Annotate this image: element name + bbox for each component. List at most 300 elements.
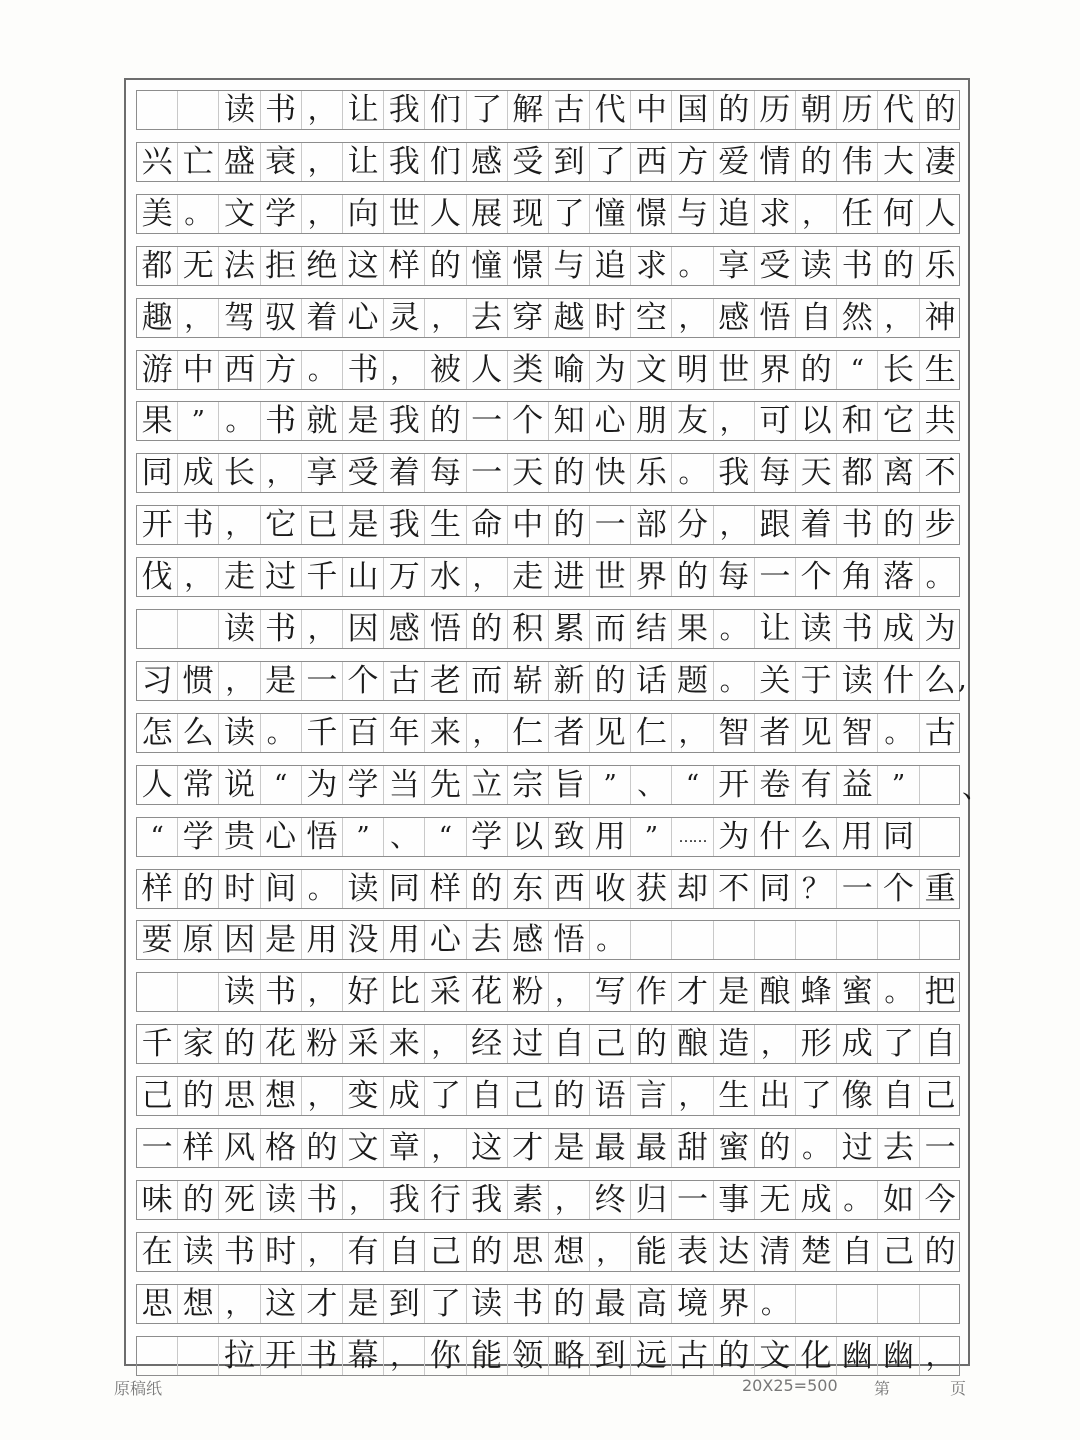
grid-cell: 落 xyxy=(878,558,919,596)
grid-row xyxy=(136,453,960,493)
grid-cell: 了 xyxy=(590,143,631,181)
grid-cell: 是 xyxy=(343,506,384,544)
grid-cell: ， xyxy=(467,558,508,596)
grid-count: 20X25=500 xyxy=(742,1376,838,1395)
grid-cell xyxy=(137,91,178,129)
grid-cell: 什 xyxy=(755,818,796,856)
grid-cell: ， xyxy=(755,1025,796,1063)
grid-cell: 盛 xyxy=(219,143,260,181)
grid-cell: “ xyxy=(672,766,713,804)
grid-cell: 悟 xyxy=(302,818,343,856)
grid-cell: 灵 xyxy=(384,299,425,337)
grid-cell: 却 xyxy=(672,870,713,908)
grid-cell: 一 xyxy=(302,662,343,700)
grid-cell xyxy=(755,921,796,959)
grid-cell: 进 xyxy=(549,558,590,596)
grid-cell: 自 xyxy=(924,1026,956,1063)
grid-cell: 、 xyxy=(631,766,672,804)
grid-cell: 致 xyxy=(549,818,590,856)
grid-cell: 有 xyxy=(343,1233,384,1271)
grid-cell: 造 xyxy=(714,1025,755,1063)
grid-cell: 达 xyxy=(714,1233,755,1271)
grid-cell: 与 xyxy=(672,195,713,233)
grid-cell: 历 xyxy=(755,91,796,129)
grid-cell: 知 xyxy=(549,402,590,440)
grid-cell: 我 xyxy=(384,1181,425,1219)
grid-cell: 的 xyxy=(425,247,466,285)
grid-cell: 西 xyxy=(219,351,260,389)
grid-cell: ， xyxy=(219,506,260,544)
grid-cell: 书 xyxy=(837,247,878,285)
grid-cell: 学 xyxy=(343,766,384,804)
grid-cell: 读 xyxy=(219,91,260,129)
grid-cell: 变 xyxy=(343,1077,384,1115)
grid-cell: 这 xyxy=(467,1129,508,1167)
grid-cell xyxy=(878,921,919,959)
grid-cell: 一 xyxy=(467,454,508,492)
grid-cell: 间 xyxy=(261,870,302,908)
grid-cell: 让 xyxy=(343,143,384,181)
grid-cell: 为 xyxy=(924,611,956,647)
grid-row xyxy=(136,350,960,390)
grid-cell: 远 xyxy=(631,1337,672,1375)
grid-cell: 的 xyxy=(549,506,590,544)
grid-cell: 幕 xyxy=(343,1337,384,1375)
grid-cell: 格 xyxy=(261,1129,302,1167)
grid-cell: 千 xyxy=(302,558,343,596)
grid-cell: 时 xyxy=(261,1233,302,1271)
grid-cell: 一 xyxy=(467,402,508,440)
grid-cell: 书 xyxy=(261,973,302,1011)
grid-cell: 成 xyxy=(878,610,919,648)
grid-cell: ， xyxy=(925,1338,954,1372)
grid-cell: 让 xyxy=(755,610,796,648)
grid-cell: 是 xyxy=(714,973,755,1011)
grid-cell: 分 xyxy=(672,506,713,544)
grid-cell: 是 xyxy=(549,1129,590,1167)
grid-cell: 读 xyxy=(467,1285,508,1323)
grid-cell xyxy=(920,818,961,856)
grid-cell: 仁 xyxy=(508,714,549,752)
grid-cell: 。 xyxy=(302,870,343,908)
grid-cell: 部 xyxy=(631,506,672,544)
grid-cell: 亡 xyxy=(178,143,219,181)
grid-cell: 方 xyxy=(261,351,302,389)
grid-cell: 伟 xyxy=(837,143,878,181)
grid-cell: “ xyxy=(137,818,178,856)
grid-cell: 现 xyxy=(508,195,549,233)
grid-cell: 已 xyxy=(302,506,343,544)
grid-cell: 书 xyxy=(261,402,302,440)
grid-cell: 开 xyxy=(137,506,178,544)
grid-cell: 来 xyxy=(425,714,466,752)
grid-cell: 读 xyxy=(343,870,384,908)
grid-cell: 文 xyxy=(631,351,672,389)
grid-cell: 的 xyxy=(219,1025,260,1063)
grid-cell: 崭 xyxy=(508,662,549,700)
grid-cell: 过 xyxy=(837,1129,878,1167)
page-prefix: 第 xyxy=(874,1379,891,1398)
grid-cell: 蜜 xyxy=(714,1129,755,1167)
grid-cell: 于 xyxy=(796,662,837,700)
grid-cell: 比 xyxy=(384,973,425,1011)
grid-cell: 历 xyxy=(837,91,878,129)
grid-cell: 而 xyxy=(590,610,631,648)
grid-cell: 己 xyxy=(508,1077,549,1115)
grid-cell: 在 xyxy=(137,1233,178,1271)
grid-cell: ， xyxy=(302,143,343,181)
grid-cell: ， xyxy=(425,1025,466,1063)
grid-cell: 不 xyxy=(924,455,956,492)
grid-cell: 读 xyxy=(837,662,878,700)
grid-cell xyxy=(178,1337,219,1375)
grid-cell: 用 xyxy=(302,921,343,959)
grid-cell: 的 xyxy=(549,1077,590,1115)
grid-cell: 如 xyxy=(878,1181,919,1219)
grid-cell: 么 xyxy=(178,714,219,752)
grid-cell: 自 xyxy=(384,1233,425,1271)
grid-cell: 生 xyxy=(924,351,956,388)
grid-cell: 拒 xyxy=(261,247,302,285)
grid-cell: 关 xyxy=(755,662,796,700)
grid-cell xyxy=(920,921,961,959)
grid-cell: 乐 xyxy=(924,247,956,284)
grid-cell: 驾 xyxy=(219,299,260,337)
grid-cell xyxy=(837,921,878,959)
grid-cell: 就 xyxy=(302,402,343,440)
grid-cell: 中 xyxy=(178,351,219,389)
grid-cell: 人 xyxy=(924,195,956,232)
grid-cell xyxy=(137,973,178,1011)
grid-row xyxy=(136,246,960,286)
grid-cell: 。 xyxy=(796,1129,837,1167)
grid-cell: 们 xyxy=(425,91,466,129)
grid-cell: 西 xyxy=(631,143,672,181)
manuscript-sheet xyxy=(124,78,970,1374)
grid-cell: 着 xyxy=(796,506,837,544)
grid-cell: 。 xyxy=(219,402,260,440)
grid-cell: 立 xyxy=(467,766,508,804)
grid-cell: 仁 xyxy=(631,714,672,752)
grid-cell: 而 xyxy=(467,662,508,700)
grid-row xyxy=(136,1284,960,1324)
grid-cell: 我 xyxy=(384,91,425,129)
grid-row xyxy=(136,1180,960,1220)
grid-cell: 清 xyxy=(755,1233,796,1271)
grid-cell: 旨 xyxy=(549,766,590,804)
grid-cell: 书 xyxy=(302,1337,343,1375)
grid-cell: 能 xyxy=(467,1337,508,1375)
grid-cell: 你 xyxy=(425,1337,466,1375)
grid-cell: 因 xyxy=(219,921,260,959)
grid-cell: 读 xyxy=(178,1233,219,1271)
grid-cell: 东 xyxy=(508,870,549,908)
grid-row xyxy=(136,661,960,701)
grid-cell: 感 xyxy=(508,921,549,959)
grid-cell: ， xyxy=(219,662,260,700)
grid-cell: 出 xyxy=(755,1077,796,1115)
grid-cell: 绝 xyxy=(302,247,343,285)
grid-cell: ， xyxy=(261,454,302,492)
grid-row xyxy=(136,90,960,130)
grid-cell: 学 xyxy=(467,818,508,856)
grid-cell: 读 xyxy=(796,610,837,648)
grid-cell: 是 xyxy=(343,402,384,440)
grid-cell: 一 xyxy=(924,1130,956,1166)
grid-cell: 领 xyxy=(508,1337,549,1375)
grid-cell: 书 xyxy=(219,1233,260,1271)
grid-cell: 着 xyxy=(302,299,343,337)
grid-cell: 读 xyxy=(219,714,260,752)
grid-cell: 书 xyxy=(302,1181,343,1219)
grid-cell xyxy=(837,1285,878,1323)
grid-cell: 它 xyxy=(878,402,919,440)
grid-cell: 。 xyxy=(925,560,954,594)
grid-cell: ， xyxy=(219,1285,260,1323)
grid-cell: 味 xyxy=(137,1181,178,1219)
grid-cell: 想 xyxy=(178,1285,219,1323)
grid-cell: 的 xyxy=(302,1129,343,1167)
grid-cell: 古 xyxy=(924,714,956,751)
grid-cell: 憬 xyxy=(508,247,549,285)
grid-cell: 果 xyxy=(137,402,178,440)
grid-cell: ” xyxy=(178,402,219,440)
grid-cell: 。 xyxy=(878,973,919,1011)
grid-cell: 追 xyxy=(590,247,631,285)
grid-cell: 没 xyxy=(343,921,384,959)
grid-cell: 过 xyxy=(508,1025,549,1063)
grid-cell: 么 xyxy=(924,662,956,699)
grid-cell: 生 xyxy=(714,1077,755,1115)
grid-cell xyxy=(178,610,219,648)
grid-cell: ， xyxy=(425,1129,466,1167)
grid-row xyxy=(136,869,960,909)
grid-cell: 是 xyxy=(343,1285,384,1323)
grid-cell: 己 xyxy=(425,1233,466,1271)
grid-cell: 文 xyxy=(219,195,260,233)
grid-cell: 去 xyxy=(467,921,508,959)
grid-cell: 这 xyxy=(261,1285,302,1323)
grid-cell: 心 xyxy=(343,299,384,337)
grid-cell: 文 xyxy=(755,1337,796,1375)
grid-cell xyxy=(137,1337,178,1375)
grid-cell: 到 xyxy=(384,1285,425,1323)
grid-cell: 自 xyxy=(467,1077,508,1115)
grid-cell: 书 xyxy=(837,506,878,544)
grid-cell: ， xyxy=(178,558,219,596)
grid-cell: 楚 xyxy=(796,1233,837,1271)
grid-cell: 经 xyxy=(467,1025,508,1063)
grid-cell: 的 xyxy=(467,610,508,648)
grid-cell: 代 xyxy=(878,91,919,129)
grid-cell xyxy=(920,766,961,804)
grid-cell: 要 xyxy=(137,921,178,959)
grid-cell: 言 xyxy=(631,1077,672,1115)
grid-cell: 一 xyxy=(755,558,796,596)
grid-cell: 以 xyxy=(508,818,549,856)
grid-cell: 我 xyxy=(467,1181,508,1219)
grid-cell: 形 xyxy=(796,1025,837,1063)
grid-row xyxy=(136,298,960,338)
grid-cell: 水 xyxy=(425,558,466,596)
grid-row xyxy=(136,142,960,182)
grid-cell: 章 xyxy=(384,1129,425,1167)
grid-cell: 。 xyxy=(714,610,755,648)
grid-row xyxy=(136,713,960,753)
grid-cell: 益 xyxy=(837,766,878,804)
grid-cell: 风 xyxy=(219,1129,260,1167)
grid-cell: 生 xyxy=(425,506,466,544)
grid-cell: 死 xyxy=(219,1181,260,1219)
grid-cell: 每 xyxy=(714,558,755,596)
grid-cell: 受 xyxy=(755,247,796,285)
grid-cell: ， xyxy=(384,1337,425,1375)
grid-cell: 步 xyxy=(924,507,956,544)
grid-cell: 学 xyxy=(261,195,302,233)
grid-cell: 感 xyxy=(467,143,508,181)
grid-cell: 自 xyxy=(796,299,837,337)
grid-cell: 了 xyxy=(796,1077,837,1115)
grid-cell: 类 xyxy=(508,351,549,389)
grid-cell: ， xyxy=(302,973,343,1011)
grid-cell: 了 xyxy=(467,91,508,129)
grid-cell: 想 xyxy=(549,1233,590,1271)
grid-cell: 什 xyxy=(878,662,919,700)
grid-cell xyxy=(714,921,755,959)
grid-row xyxy=(136,401,960,441)
grid-cell: 的 xyxy=(178,1077,219,1115)
grid-cell: 贵 xyxy=(219,818,260,856)
grid-cell: 每 xyxy=(755,454,796,492)
grid-cell: 为 xyxy=(590,351,631,389)
grid-cell: ， xyxy=(714,402,755,440)
grid-cell: ， xyxy=(672,299,713,337)
grid-cell: 书 xyxy=(261,91,302,129)
grid-cell: 都 xyxy=(137,247,178,285)
grid-cell: ， xyxy=(590,1233,631,1271)
grid-cell: 每 xyxy=(425,454,466,492)
grid-row xyxy=(136,920,960,960)
grid-cell: 。 xyxy=(178,195,219,233)
grid-cell: 见 xyxy=(796,714,837,752)
grid-cell: 一 xyxy=(590,506,631,544)
grid-cell: 山 xyxy=(343,558,384,596)
grid-cell: 憬 xyxy=(631,195,672,233)
grid-cell: 粉 xyxy=(302,1025,343,1063)
grid-cell: 重 xyxy=(924,870,956,907)
grid-cell: 的 xyxy=(796,351,837,389)
paper-label: 原稿纸 xyxy=(114,1379,163,1398)
grid-cell: 一 xyxy=(137,1129,178,1167)
grid-cell: 界 xyxy=(755,351,796,389)
grid-cell: 好 xyxy=(343,973,384,1011)
grid-cell: 书 xyxy=(178,506,219,544)
grid-cell: 朋 xyxy=(631,402,672,440)
margin-enumeration-comma: 、 xyxy=(962,771,991,804)
grid-cell: 新 xyxy=(549,662,590,700)
grid-cell: 游 xyxy=(137,351,178,389)
grid-cell: 宗 xyxy=(508,766,549,804)
grid-cell: ， xyxy=(302,195,343,233)
grid-cell: 样 xyxy=(384,247,425,285)
grid-cell: 是 xyxy=(261,921,302,959)
grid-cell: 去 xyxy=(878,1129,919,1167)
grid-cell: 说 xyxy=(219,766,260,804)
grid-cell: 兴 xyxy=(137,143,178,181)
grid-cell: 书 xyxy=(261,610,302,648)
grid-cell: “ xyxy=(837,351,878,389)
grid-cell: 无 xyxy=(755,1181,796,1219)
grid-cell: 的 xyxy=(178,1181,219,1219)
grid-cell: 。 xyxy=(261,714,302,752)
grid-cell: ” xyxy=(343,818,384,856)
grid-cell: 读 xyxy=(219,973,260,1011)
grid-cell: 古 xyxy=(549,91,590,129)
grid-cell: ， xyxy=(302,1233,343,1271)
grid-cell: ， xyxy=(672,714,713,752)
grid-cell: …… xyxy=(672,818,713,856)
grid-row xyxy=(136,1024,960,1064)
grid-cell: 。 xyxy=(672,247,713,285)
grid-cell: 书 xyxy=(343,351,384,389)
grid-cell: 样 xyxy=(178,1129,219,1167)
grid-cell: 酿 xyxy=(672,1025,713,1063)
grid-cell: ， xyxy=(302,1077,343,1115)
grid-cell: 自 xyxy=(878,1077,919,1115)
grid-cell: 是 xyxy=(261,662,302,700)
grid-cell: ， xyxy=(549,1181,590,1219)
grid-cell: 话 xyxy=(631,662,672,700)
grid-cell: 趣 xyxy=(137,299,178,337)
grid-cell: 最 xyxy=(590,1129,631,1167)
grid-cell: 人 xyxy=(425,195,466,233)
grid-cell: 粉 xyxy=(508,973,549,1011)
grid-cell: 憧 xyxy=(590,195,631,233)
grid-cell: 命 xyxy=(467,506,508,544)
grid-cell: 然 xyxy=(837,299,878,337)
grid-cell: 离 xyxy=(878,454,919,492)
grid-cell: ” xyxy=(631,818,672,856)
grid-cell: 积 xyxy=(508,610,549,648)
grid-cell: ， xyxy=(178,299,219,337)
grid-row xyxy=(136,765,960,805)
grid-cell: 明 xyxy=(672,351,713,389)
grid-cell: 的 xyxy=(878,247,919,285)
grid-cell: 想 xyxy=(261,1077,302,1115)
grid-cell: 了 xyxy=(425,1077,466,1115)
grid-cell: 么 xyxy=(796,818,837,856)
grid-cell: 思 xyxy=(219,1077,260,1115)
grid-cell: 最 xyxy=(631,1129,672,1167)
grid-cell: “ xyxy=(425,818,466,856)
grid-cell: 爱 xyxy=(714,143,755,181)
grid-cell: 代 xyxy=(590,91,631,129)
grid-cell xyxy=(137,610,178,648)
grid-cell: 者 xyxy=(549,714,590,752)
grid-cell: 角 xyxy=(837,558,878,596)
grid-cell: 写 xyxy=(590,973,631,1011)
grid-cell: 心 xyxy=(261,818,302,856)
grid-cell: 的 xyxy=(714,1337,755,1375)
grid-cell: 怎 xyxy=(137,714,178,752)
grid-cell: 伐 xyxy=(137,558,178,596)
grid-cell xyxy=(878,1285,919,1323)
grid-cell: 衰 xyxy=(261,143,302,181)
grid-cell: 千 xyxy=(302,714,343,752)
grid-cell xyxy=(178,973,219,1011)
grid-cell: 作 xyxy=(631,973,672,1011)
grid-cell: 驭 xyxy=(261,299,302,337)
